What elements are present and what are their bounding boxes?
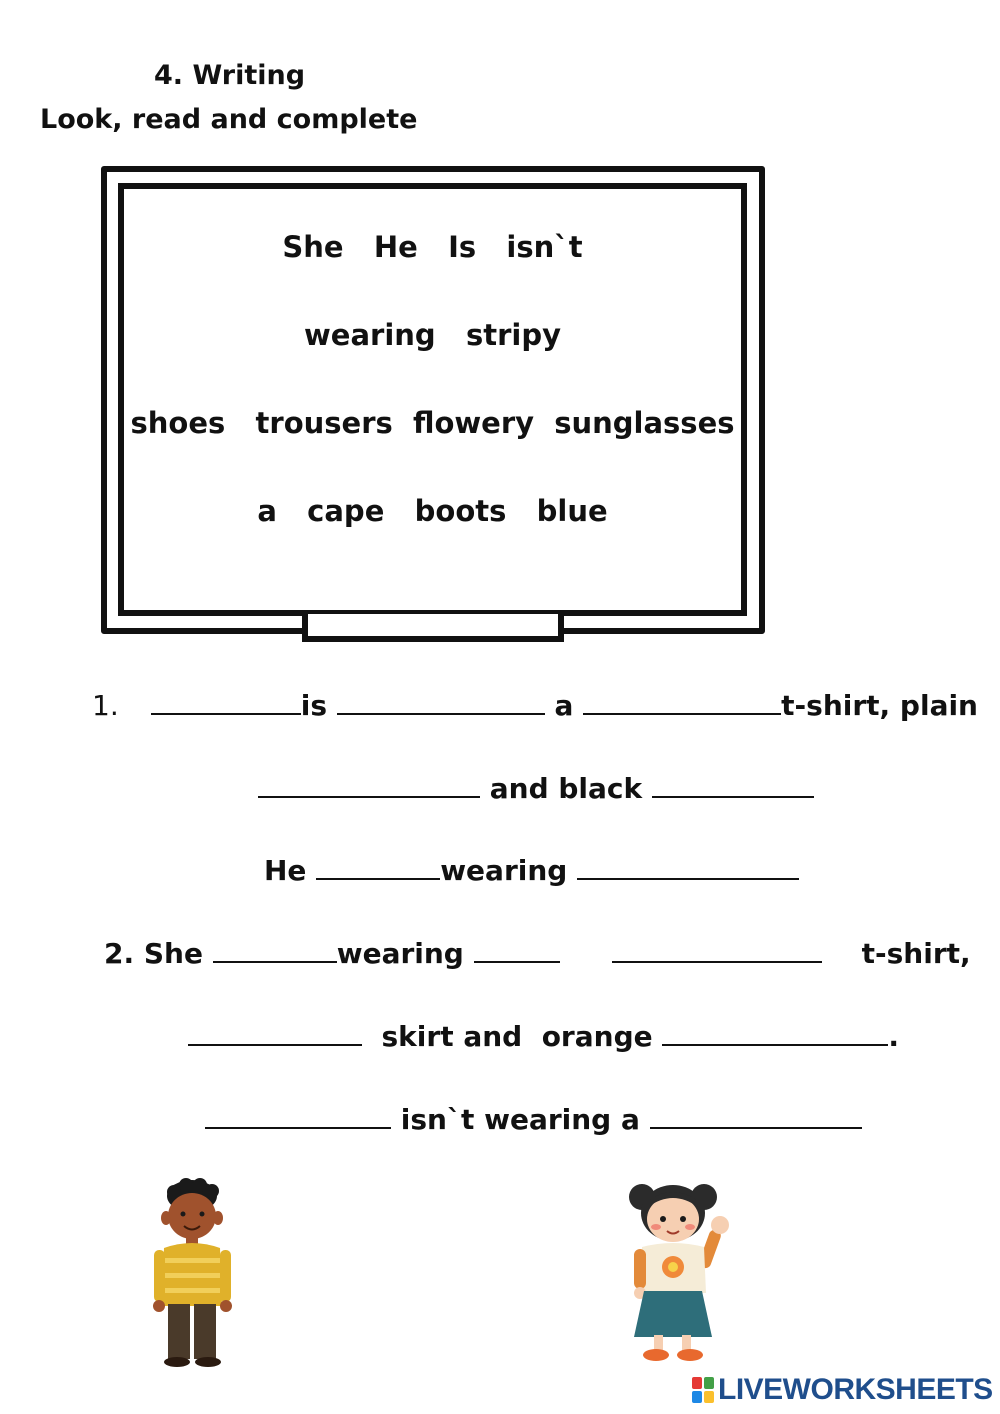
- answer-blank[interactable]: [662, 1018, 888, 1046]
- answer-blank[interactable]: [612, 935, 822, 963]
- answer-blank[interactable]: [213, 935, 337, 963]
- sentence-text: is: [300, 689, 327, 722]
- word-bank-line-2: wearing stripy: [304, 318, 561, 352]
- word-bank-line-1: She He Is isn`t: [282, 230, 583, 264]
- word-bank-line-4: a cape boots blue: [257, 494, 608, 528]
- exercise-1-line-3: [264, 851, 799, 891]
- exercise-2-line-3: [205, 1100, 862, 1140]
- sentence-text: He: [264, 854, 307, 887]
- logo-mark-icon: [692, 1377, 714, 1403]
- sentence-text: 2. She: [104, 937, 203, 970]
- logo-square: [692, 1377, 702, 1389]
- sentence-text: t-shirt,: [861, 937, 971, 970]
- logo-square: [704, 1377, 714, 1389]
- answer-blank[interactable]: [652, 770, 814, 798]
- answer-blank[interactable]: [583, 687, 781, 715]
- sentence-text: wearing: [336, 937, 464, 970]
- sentence-text: a: [554, 689, 574, 722]
- answer-blank[interactable]: [650, 1101, 862, 1129]
- logo-square: [692, 1391, 702, 1403]
- instruction-text: Look, read and complete: [40, 104, 418, 135]
- exercise-1-line-1: [92, 686, 978, 726]
- word-bank-line-3: shoes trousers flowery sunglasses: [130, 406, 735, 440]
- board-tray: [302, 614, 564, 642]
- boy-illustration: [150, 1178, 235, 1368]
- answer-blank[interactable]: [337, 687, 545, 715]
- exercise-1-line-2: [258, 769, 814, 809]
- sentence-text: skirt and orange: [381, 1020, 653, 1053]
- liveworksheets-logo: [692, 1372, 993, 1408]
- section-title: 4. Writing: [154, 60, 306, 91]
- logo-text: LIVEWORKSHEETS: [718, 1373, 993, 1406]
- sentence-text: t-shirt, plain: [781, 689, 978, 722]
- sentence-text: isn`t wearing a: [400, 1103, 640, 1136]
- answer-blank[interactable]: [151, 687, 301, 715]
- answer-blank[interactable]: [474, 935, 560, 963]
- exercise-2-line-1: [104, 934, 971, 974]
- answer-blank[interactable]: [577, 852, 799, 880]
- sentence-text: and black: [489, 772, 643, 805]
- answer-blank[interactable]: [205, 1101, 391, 1129]
- sentence-text: .: [888, 1020, 899, 1053]
- answer-blank[interactable]: [258, 770, 480, 798]
- exercise-number: 1.: [92, 689, 119, 722]
- logo-square: [704, 1391, 714, 1403]
- girl-illustration: [620, 1175, 740, 1365]
- exercise-2-line-2: [188, 1017, 899, 1057]
- answer-blank[interactable]: [316, 852, 440, 880]
- sentence-text: wearing: [440, 854, 568, 887]
- answer-blank[interactable]: [188, 1018, 362, 1046]
